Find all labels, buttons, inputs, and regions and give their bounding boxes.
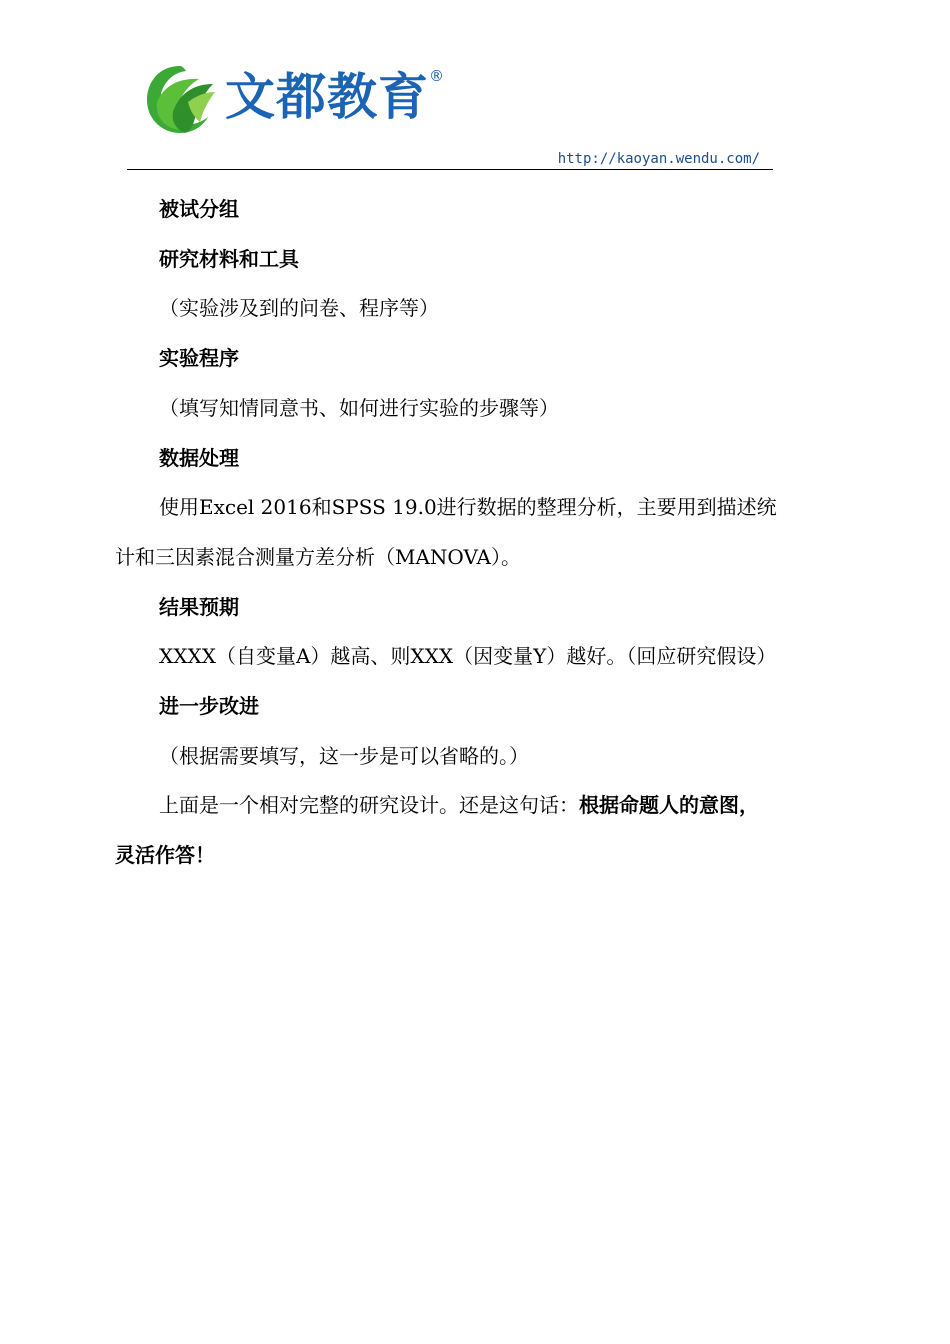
document-body (115, 185, 839, 881)
closing-line-1 (115, 781, 839, 831)
heading-data-processing: 数据处理 (159, 445, 239, 470)
page-header (0, 0, 950, 175)
note-further-improvement: （根据需要填写，这一步是可以省略的。） (159, 743, 529, 768)
expected-results-text: XXXX（自变量A）越高、则XXX（因变量Y）越好。（回应研究假设） (159, 644, 777, 669)
note-procedure: （填写知情同意书、如何进行实验的步骤等） (159, 395, 559, 420)
closing-text: 上面是一个相对完整的研究设计。还是这句话： (159, 793, 579, 818)
heading-expected-results: 结果预期 (159, 594, 239, 619)
heading-procedure: 实验程序 (159, 346, 239, 371)
data-processing-line-2: 计和三因素混合测量方差分析（MANOVA）。 (115, 544, 521, 569)
closing-emphasis-1: 根据命题人的意图， (579, 793, 759, 818)
heading-further-improvement: 进一步改进 (159, 694, 259, 719)
header-divider (127, 169, 773, 170)
registered-mark: ® (429, 67, 444, 85)
data-processing-line-1: 使用Excel 2016和SPSS 19.0进行数据的整理分析，主要用到描述统 (159, 495, 777, 520)
brand-logo (143, 62, 453, 137)
wendu-leaf-logo-icon (143, 62, 217, 136)
brand-name: 文都教育 (225, 68, 429, 126)
note-materials: （实验涉及到的问卷、程序等） (159, 296, 439, 321)
heading-subjects: 被试分组 (159, 197, 239, 221)
closing-emphasis-2: 灵活作答！ (115, 843, 215, 868)
heading-materials: 研究材料和工具 (159, 246, 299, 271)
header-url[interactable]: http://kaoyan.wendu.com/ (557, 151, 760, 167)
